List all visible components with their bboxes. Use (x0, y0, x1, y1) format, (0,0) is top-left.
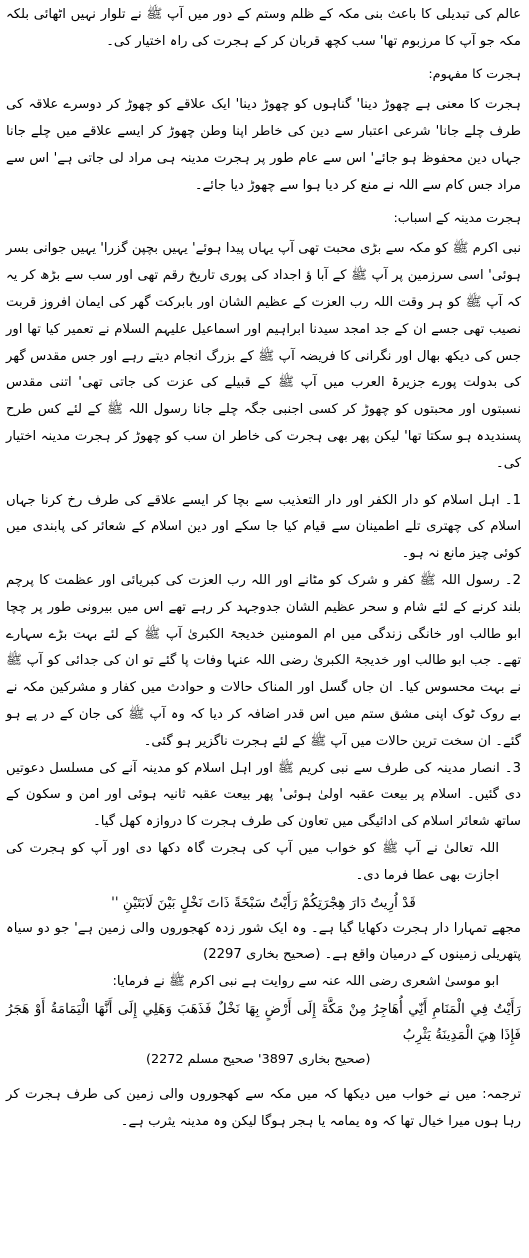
dream-intro: اللہ تعالیٰ نے آپ ﷺ کو خواب میں آپ کی ہجرت گاہ دکھا دی اور آپ کو ہجرت کی اجازت بھی عطا فرما دی۔ (6, 840, 499, 883)
hadith-1-translation: مجھے تمہارا دار ہجرت دکھایا گیا ہے۔ وہ ایک شور زدہ کھجوروں والی زمین ہے' جو دو سیاہ پتھریلی زمینوں کے درمیان واقع ہے۔ (صحیح بخاری 2297) (6, 920, 521, 963)
causes-paragraph: نبی اکرم ﷺ کو مکہ سے بڑی محبت تھی آپ یہاں پیدا ہوئے' یہیں بچپن گزرا' یہیں جوانی بسر ہوئی' اسی سرزمین پر آپ ﷺ کے آبا ؤ اجداد کی پوری تاریخ رقم تھی اور سب سے بڑھ کر یہ کہ آپ ﷺ کو ہر وقت اللہ رب العزت کے عظیم الشان اور بابرکت گھر کی ایمان افروز قربت نصیب تھی جسے ان کے جد امجد سیدنا ابراہیم اور اسماعیل علیہم السلام نے تعمیر کیا تھا اور جس کی دیکھ بھال اور نگرانی کا فریضہ آپ ﷺ کے بزرگ انجام دیتے رہے اور جس مقدس گھر کی بدولت پورے جزیرۃ العرب میں آپ ﷺ کے قبیلے کی عزت کی جاتی تھی' اتنی مقدس نسبتوں اور محبتوں کو چھوڑ کر کسی اجنبی جگہ چلے جانا رسول اللہ ﷺ کے لئے کس طرح پسندیدہ ہو سکتا تھا' لیکن پھر بھی ہجرت کی خاطر ان سب کو چھوڑ کر ہجرت مدینہ اختیار کی۔ (6, 241, 521, 471)
point-2: 2۔ رسول اللہ ﷺ کفر و شرک کو مٹانے اور اللہ رب العزت کی کبریائی اور عظمت کا پرچم بلند کرنے کے لئے شام و سحر عظیم الشان جدوجہد کر رہے تھے اس میں بیرونی طور پر چچا ابو طالب اور خانگی زندگی میں ام المومنین خدیجۃ الکبریٰ آپ ﷺ کے لئے بہت بڑے سہارے تھے۔ جب ابو طالب اور خدیجۃ الکبریٰ رضی اللہ عنہا وفات پا گئے تو ان کی جدائی کو آپ ﷺ نے بہت محسوس کیا۔ ان جاں گسل اور المناک حالات و حوادث میں کفار و مشرکین مکہ نے بے روک ٹوک اپنی مشق ستم میں اس قدر اضافہ کر دیا کہ وہ آپ ﷺ کی جان کے در پے ہو گئے۔ ان سخت ترین حالات میں آپ ﷺ کے لئے ہجرت ناگزیر ہو گئی۔ (6, 572, 521, 749)
heading-causes: ہجرت مدینہ کے اسباب: (393, 210, 521, 226)
hadith-2-reference: (صحیح بخاری 3897' صحیح مسلم 2272) (146, 1051, 371, 1067)
intro-paragraph: عالم کی تبدیلی کا باعث بنی مکہ کے ظلم وستم کے دور میں آپ ﷺ نے تلوار نہیں اٹھائی بلکہ مکہ جو آپ کا مرزبوم تھا' سب کچھ قربان کر کے ہجرت کی راہ اختیار کی۔ (6, 7, 521, 49)
point-3: 3۔ انصار مدینہ کی طرف سے نبی کریم ﷺ اور اہل اسلام کو مدینہ آنے کی مسلسل دعوتیں دی گئیں۔ اسلام پر بیعت عقبہ اولیٰ ہوئی' پھر بیعت عقبہ ثانیہ ہوئی اور امن و سکون کے ساتھ شعائر اسلام کی ادائیگی میں تعاون کی طرف ہجرت کا دروازہ کھل گیا۔ (6, 760, 521, 830)
hadith-1-arabic: قَدْ اُرِيتُ دَارَ هِجْرَتِكُمْ رَأَيْتُ سَبْخَةً ذَاتَ نَخْلٍ بَيْنَ لَابَتَيْنِ '' (111, 894, 416, 911)
hadith-2-arabic: رَأَيْتُ فِي الْمَنَامِ أَنِّي أُهَاجِرُ مِنْ مَكَّةَ إِلَى أَرْضٍ بِهَا نَخْلٌ فَذَهَبَ وَهَلِي إِلَى أَنَّهَا الْيَمَامَةُ أَوْ هَجَرُ فَإِذَا هِيَ الْمَدِينَةُ يَثْرِبُ (6, 1000, 521, 1043)
heading-meaning: ہجرت کا مفہوم: (428, 66, 521, 82)
point-1: 1۔ اہل اسلام کو دار الکفر اور دار التعذیب سے بچا کر ایسے علاقے کی طرف رخ کرنا جہاں اسلام کی چھتری تلے اطمینان سے قیام کیا جا سکے اور دین اسلام کے شعائر کی پابندی میں کوئی چیز مانع نہ ہو۔ (6, 492, 521, 562)
translation-paragraph: ترجمہ: میں نے خواب میں دیکھا کہ میں مکہ سے کھجوروں والی زمین کی طرف ہجرت کر رہا ہوں میرا خیال تھا کہ وہ یمامہ یا ہجر ہوگا لیکن وہ مدینہ یثرب ہے۔ (6, 1086, 521, 1129)
meaning-paragraph: ہجرت کا معنی ہے چھوڑ دینا' گناہوں کو چھوڑ دینا' ایک علاقے کو چھوڑ کر دوسرے علاقہ کی طرف چلے جانا' شرعی اعتبار سے دین کی خاطر اپنا وطن چھوڑ کر ایسے علاقے میں چلے جانا جہاں دین محفوظ ہو جائے' اس سے عام طور پر ہجرت مدینہ ہی مراد لی جاتی ہے' اس سے مراد جس کام سے اللہ نے منع کر دیا ہوا سے چھوڑ دیا جائے۔ (6, 97, 521, 193)
hadith-2-intro: ابو موسیٰ اشعری رضی اللہ عنہ سے روایت ہے نبی اکرم ﷺ نے فرمایا: (112, 974, 499, 990)
